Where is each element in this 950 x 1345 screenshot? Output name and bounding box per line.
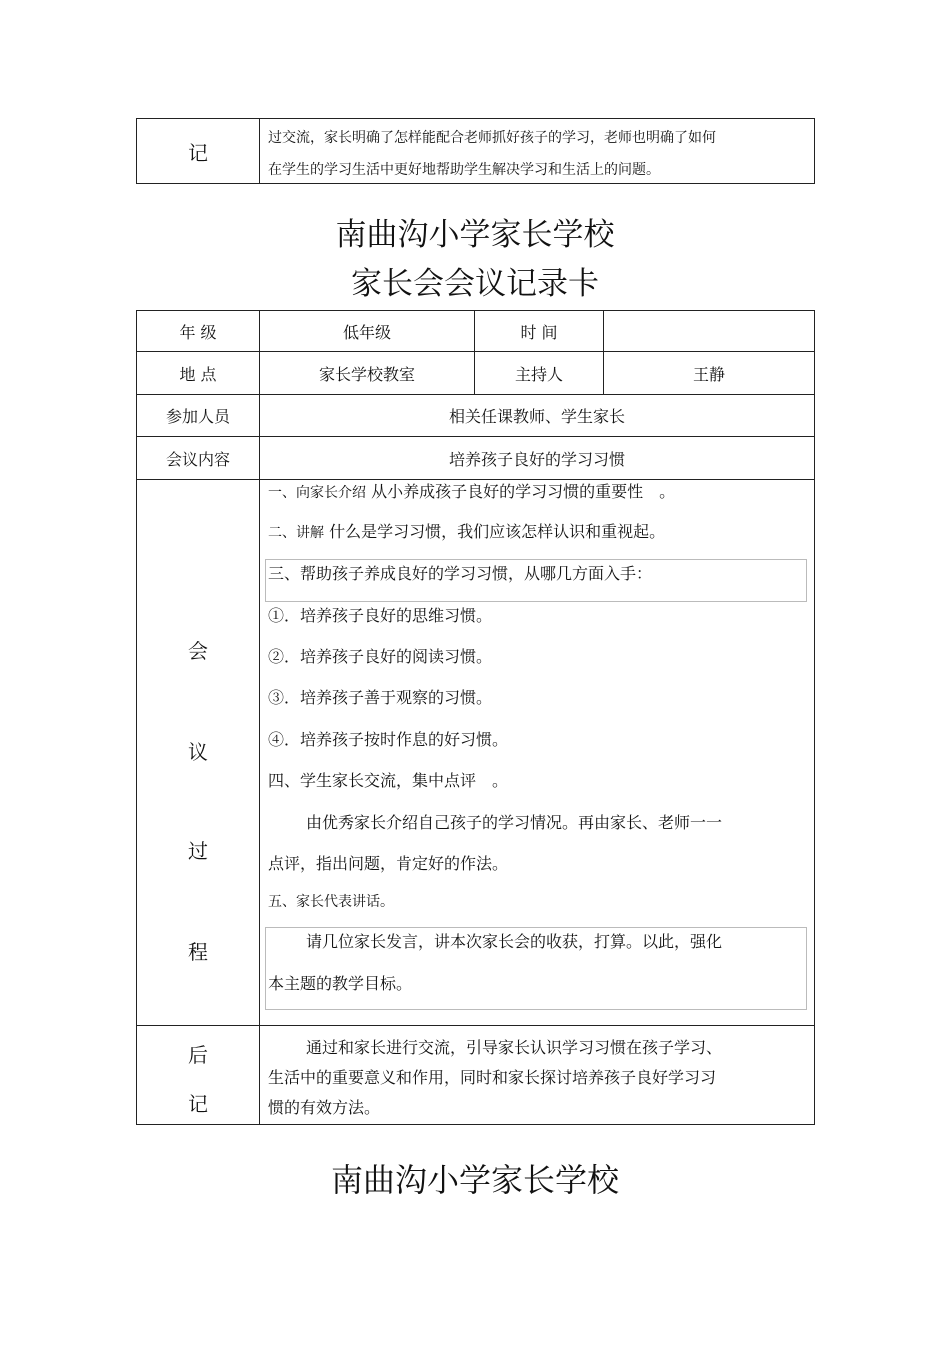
card-title: 家长会会议记录卡 <box>351 266 599 302</box>
attendees-label: 参加人员 <box>165 407 230 426</box>
process-item-2 <box>268 522 665 543</box>
process-item-3: 三、帮助孩子养成良好的学习习惯，从哪几方面入手： <box>268 564 653 583</box>
postscript-line-3: 惯的有效方法。 <box>268 1098 381 1117</box>
fragment-line-1: 过交流，家长明确了怎样能配合老师抓好孩子的学习，老师也明确了如何 <box>268 130 716 146</box>
row-grade-time <box>137 311 815 352</box>
fragment-text-cell <box>260 119 815 184</box>
process-item-1-text: 从小养成孩子良好的学习习惯的重要性 。 <box>371 482 676 501</box>
place-label-cell <box>137 352 260 395</box>
time-label: 时 间 <box>520 322 558 342</box>
row-place-host <box>137 352 815 395</box>
row-topic <box>137 437 815 480</box>
grade-value: 低年级 <box>342 322 391 342</box>
process-label-char-4: 程 <box>188 940 208 964</box>
postscript-line-2: 生活中的重要意义和作用，同时和家长探讨培养孩子良好学习习 <box>268 1068 717 1087</box>
place-value: 家长学校教室 <box>318 364 415 384</box>
next-school-title: 南曲沟小学家长学校 <box>330 1161 619 1199</box>
attendees-label-cell <box>137 395 260 437</box>
row-process <box>137 480 815 1026</box>
topic-label: 会议内容 <box>165 449 230 469</box>
attendees-value: 相关任课教师、学生家长 <box>448 407 625 426</box>
process-item-4: 四、学生家长交流，集中点评 。 <box>268 771 509 790</box>
process-item-2-text: 什么是学习习惯，我们应该怎样认识和重视起。 <box>329 522 666 541</box>
row-attendees <box>137 395 815 437</box>
process-label-char-2: 议 <box>188 740 208 764</box>
process-sub-item-1: ①．培养孩子良好的思维习惯。 <box>268 606 493 625</box>
topic-value: 培养孩子良好的学习习惯 <box>448 449 625 469</box>
postscript-content-cell <box>260 1026 815 1125</box>
row-postscript <box>137 1026 815 1125</box>
process-item-5-detail-line-1: 请几位家长发言，讲本次家长会的收获，打算。以此，强化 <box>306 932 723 951</box>
grade-label: 年 级 <box>179 322 217 342</box>
process-item-2-prefix: 二、讲解 <box>268 525 324 541</box>
postscript-label-char-1: 后 <box>188 1043 208 1067</box>
process-sub-item-2: ②．培养孩子良好的阅读习惯。 <box>268 647 493 666</box>
meeting-record-table <box>136 310 815 1125</box>
process-label-char-1: 会 <box>188 639 208 663</box>
school-title: 南曲沟小学家长学校 <box>335 217 615 253</box>
process-sub-item-3: ③．培养孩子善于观察的习惯。 <box>268 688 493 707</box>
process-content-cell <box>260 480 815 1026</box>
process-sub-item-4: ④．培养孩子按时作息的好习惯。 <box>268 730 509 749</box>
host-label: 主持人 <box>514 364 563 384</box>
process-label-cell <box>137 480 260 1026</box>
postscript-label-char-2: 记 <box>188 1092 208 1116</box>
topic-value-cell <box>260 437 815 480</box>
fragment-line-2: 在学生的学习生活中更好地帮助学生解决学习和生活上的问题。 <box>268 162 660 178</box>
place-value-cell <box>260 352 475 395</box>
process-item-4-detail-line-1: 由优秀家长介绍自己孩子的学习情况。再由家长、老师一一 <box>306 813 723 832</box>
fragment-label: 记 <box>188 140 208 165</box>
grade-label-cell <box>137 311 260 352</box>
process-item-1 <box>268 482 675 503</box>
place-label: 地 点 <box>179 364 217 384</box>
process-item-4-detail-line-2: 点评，指出问题，肯定好的作法。 <box>268 854 509 873</box>
process-item-5-detail-line-2: 本主题的教学目标。 <box>268 974 413 993</box>
time-label-cell <box>475 311 604 352</box>
process-label-char-3: 过 <box>188 839 208 863</box>
attendees-value-cell <box>260 395 815 437</box>
host-value: 王静 <box>692 364 725 384</box>
fragment-label-cell <box>137 119 260 184</box>
grade-value-cell <box>260 311 475 352</box>
process-item-1-prefix: 一、向家长介绍 <box>268 485 366 501</box>
postscript-label-cell <box>137 1026 260 1125</box>
time-value-cell <box>604 311 815 352</box>
process-item-5: 五、家长代表讲话。 <box>268 894 394 910</box>
previous-record-fragment <box>136 118 815 184</box>
host-label-cell <box>475 352 604 395</box>
topic-label-cell <box>137 437 260 480</box>
postscript-line-1: 通过和家长进行交流，引导家长认识学习习惯在孩子学习、 <box>306 1038 723 1057</box>
host-value-cell <box>604 352 815 395</box>
